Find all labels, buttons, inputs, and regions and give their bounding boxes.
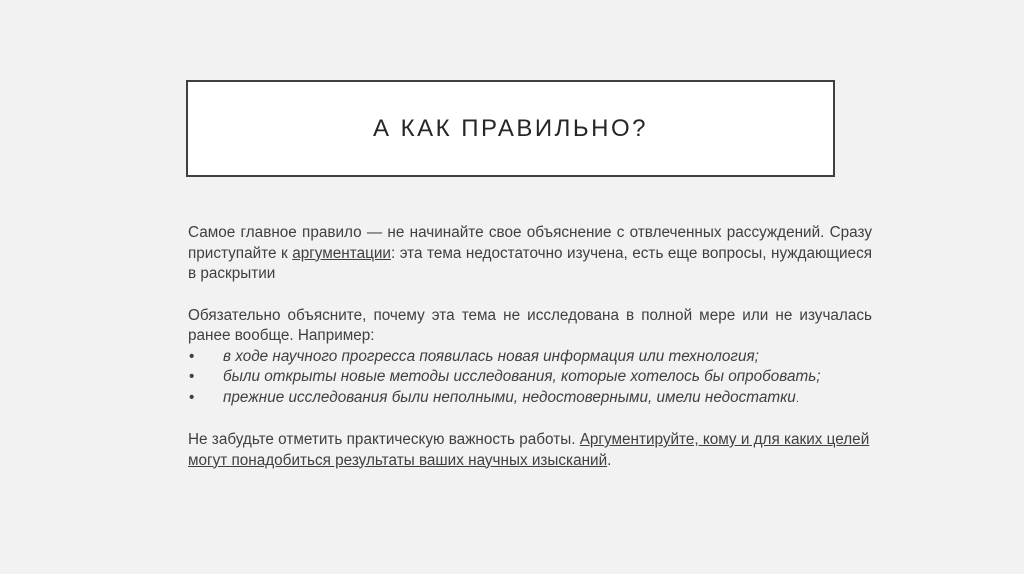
title-box <box>186 80 835 177</box>
paragraph-main-rule-text-end: : эта тема недостаточно изучена, есть еще вопросы, нуждающиеся в раскрытии <box>188 244 872 282</box>
paragraph-practical-end: . <box>607 451 612 469</box>
slide-title: А КАК ПРАВИЛЬНО? <box>372 114 649 142</box>
paragraph-practical <box>188 430 872 471</box>
bullet-marker: • <box>189 388 195 406</box>
paragraph-explain: Обязательно объясните, почему эта тема не исследована в полной мере или не изучалась ранее вообще. Например: <box>188 306 872 344</box>
argue-link[interactable]: Аргументируйте, кому и для каких целей могут понадобиться результаты ваших научных изысканий <box>188 431 870 469</box>
list-item-text: были открыты новые методы исследования, которые хотелось бы опробовать; <box>223 368 821 385</box>
list-item <box>188 388 872 410</box>
paragraph-main-rule <box>188 223 872 285</box>
argumentation-link[interactable]: аргументации <box>292 244 391 262</box>
spacer <box>188 409 872 430</box>
list-item-end: . <box>795 392 799 405</box>
paragraph-practical-text: Не забудьте отметить практическую важность работы. <box>188 431 580 448</box>
bullet-marker: • <box>189 347 195 365</box>
list-item <box>188 367 872 388</box>
list-item <box>188 347 872 368</box>
spacer <box>188 285 872 306</box>
reasons-list <box>188 347 872 410</box>
list-item-text: прежние исследования были неполными, недостоверными, имели недостатки <box>223 388 796 406</box>
bullet-marker: • <box>189 368 195 385</box>
slide-content <box>188 223 872 471</box>
paragraph-main-rule-text: Самое главное правило — не начинайте свое объяснение с отвлеченных рассуждений. Сразу приступайте к <box>188 224 872 262</box>
list-item-text: в ходе научного прогресса появилась новая информация или технология; <box>223 347 759 365</box>
